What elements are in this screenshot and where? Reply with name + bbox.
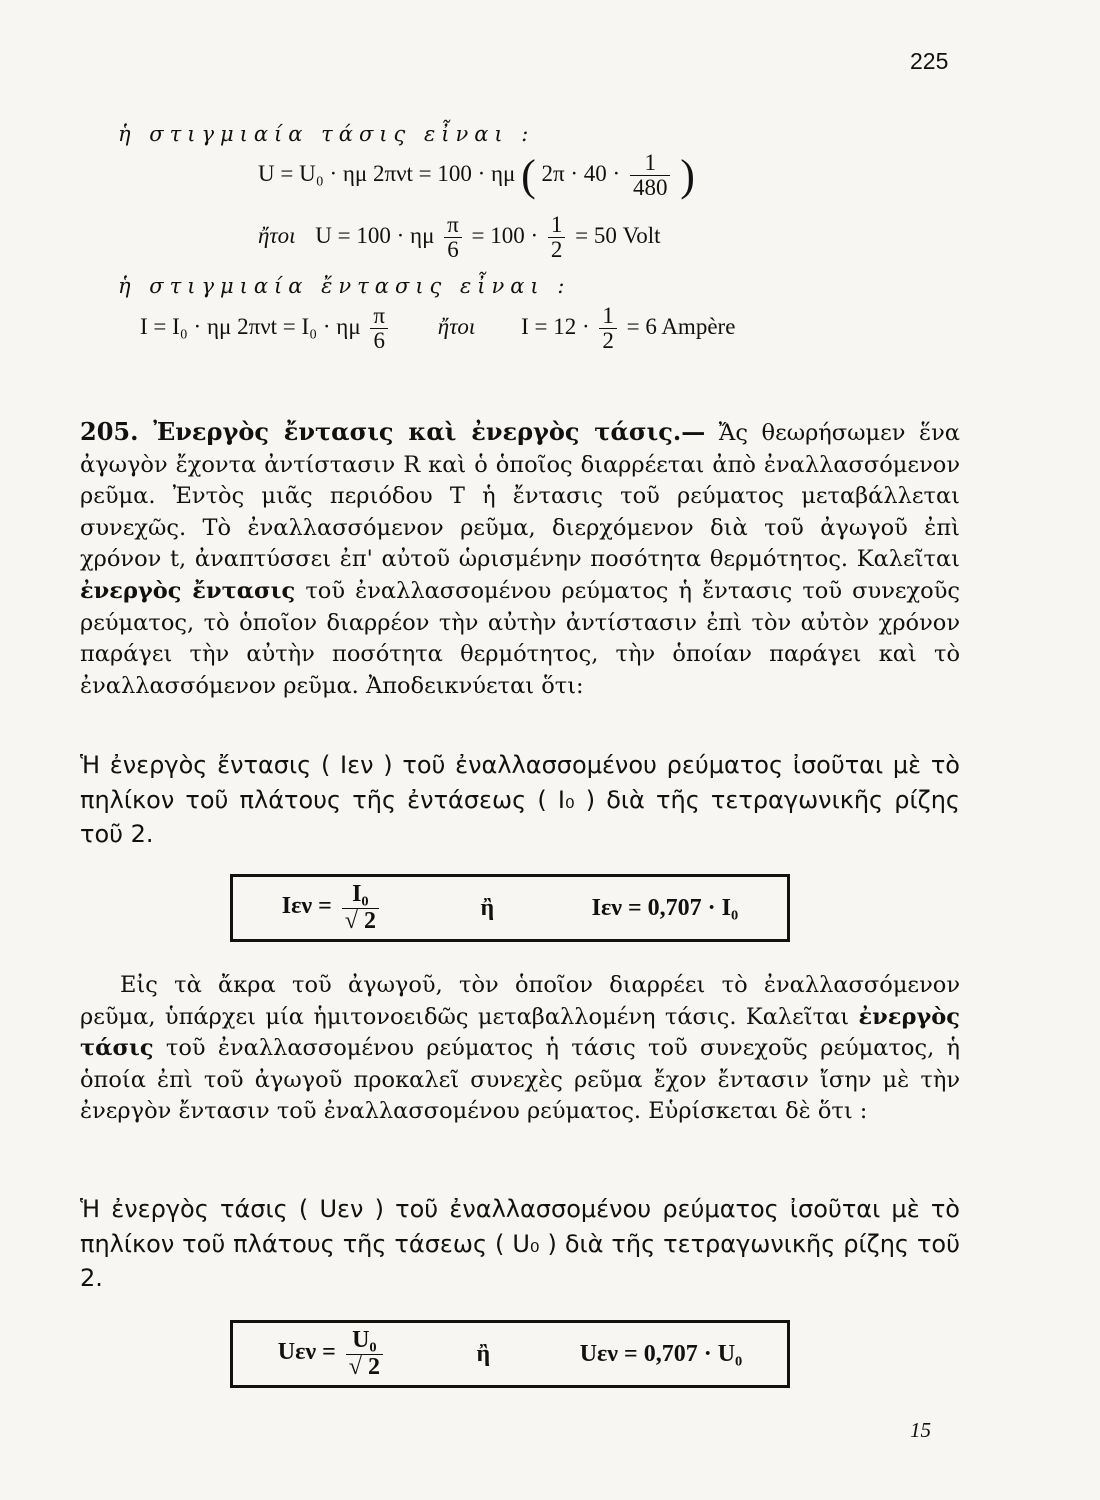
frac-den: 480	[632, 175, 668, 200]
voltage-label: ἡ στιγμιαία τάσις εἶναι :	[118, 122, 535, 146]
section-heading: 205. Ἐνεργὸς ἔντασις καὶ ἐνεργὸς τάσις.—	[80, 417, 706, 446]
current-eq-text: I = I₀ · ημ 2πνt = I₀ · ημ	[140, 313, 361, 339]
voltage-eq2-b: = 100 ·	[471, 222, 539, 248]
box1-formula-left	[282, 882, 383, 933]
fraction-1-2	[599, 304, 617, 353]
current-equation	[140, 304, 735, 353]
frac-num: 1	[630, 151, 671, 176]
box2-or: ἢ	[476, 1340, 491, 1367]
formula-box-voltage	[230, 1320, 790, 1388]
voltage-eq2-a: U = 100 · ημ	[315, 222, 435, 248]
box2-rhs: Uεν = 0,707 · U₀	[579, 1340, 743, 1367]
voltage-result: = 50 Volt	[575, 222, 661, 248]
box1-rhs: Iεν = 0,707 · I₀	[591, 894, 739, 921]
frac-den: 6	[447, 237, 459, 263]
frac-den: 2	[602, 328, 614, 354]
box1-num: I₀	[342, 882, 379, 908]
frac-den: 6	[373, 328, 385, 354]
current-label: ἡ στιγμιαία ἔντασις εἶναι :	[118, 274, 571, 298]
p2-bold-term: ἐνεργὸς τάσις	[80, 1003, 960, 1062]
section-paragraph-1	[80, 416, 960, 702]
signature-mark: 15	[910, 1418, 931, 1442]
fraction-1-2	[548, 213, 566, 262]
formula-box-current	[230, 874, 790, 942]
box1-or: ἢ	[480, 894, 495, 921]
current-result: = 6 Ampère	[626, 313, 736, 339]
box2-lhs: Uεν =	[277, 1339, 336, 1366]
voltage-inner: 2π · 40 ·	[541, 160, 621, 186]
p1-bold-term: ἐνεργὸς ἔντασις	[80, 577, 296, 604]
voltage-equation-2	[258, 213, 661, 262]
box2-fraction	[346, 1328, 383, 1379]
frac-num: π	[370, 304, 388, 329]
p2-text-a: Εἰς τὰ ἄκρα τοῦ ἀγωγοῦ, τὸν ὁποῖον διαρρέει τὸ ἐναλλασσόμενον ρεῦμα, ὑπάρχει μία ἡμιτονοειδῶς μεταβαλλομένη τάσις. Καλεῖται	[80, 972, 960, 1030]
voltage-equation-1	[258, 150, 695, 201]
box1-den: √ 2	[344, 907, 376, 934]
p1-text-a: Ἄς θεωρήσωμεν ἕνα ἀγωγὸν ἔχοντα ἀντίστασιν R καὶ ὁ ὁποῖος διαρρέεται ἀπὸ ἐναλλασσόμενον ρεῦμα. Ἐντὸς μιᾶς περιόδου T ἡ ἔντασις τοῦ ρεύματος μεταβάλλεται συνεχῶς. Τὸ ἐναλλασσόμενον ρεῦμα, διερχόμενον διὰ τοῦ ἀγωγοῦ ἐπὶ χρόνον t, ἀναπτύσσει ἐπ' αὐτοῦ ὡρισμένην ποσότητα θερμότητος. Καλεῖται	[80, 420, 961, 573]
page-number: 225	[910, 48, 949, 74]
open-paren: (	[521, 151, 536, 200]
box1-fraction	[342, 882, 379, 933]
close-paren: )	[680, 151, 695, 200]
rule-current: Ἡ ἐνεργὸς ἔντασις ( Iεν ) τοῦ ἐναλλασσομένου ρεύματος ἰσοῦται μὲ τὸ πηλίκον τοῦ πλάτους τῆς ἐντάσεως ( I₀ ) διὰ τῆς τετραγωνικῆς ρίζης τοῦ 2.	[80, 751, 960, 848]
current-eq2-a: I = 12 ·	[521, 313, 590, 339]
p1-text-b: τοῦ ἐναλλασσομένου ρεύματος ἡ ἔντασις τοῦ συνεχοῦς ρεύματος, τὸ ὁποῖον διαρρέον τὴν αὐτὴν ἀντίστασιν ἐπὶ τὸν αὐτὸν χρόνον παράγει τὴν αὐτὴν ποσότητα θερμότητος, τὴν ὁποίαν παράγει καὶ τὸ ἐναλλασσόμενον ρεῦμα. Ἀποδεικνύεται ὅτι:	[80, 577, 960, 699]
frac-den: 2	[550, 237, 563, 263]
hence-word: ἤτοι	[437, 313, 476, 339]
box2-num: U₀	[346, 1328, 383, 1354]
p2-text-b: τοῦ ἐναλλασσομένου ρεύματος ἡ τάσις τοῦ συνεχοῦς ρεύματος, ἡ ὁποία ἐπὶ τοῦ ἀγωγοῦ προκαλεῖ συνεχὲς ρεῦμα ἔχον ἔντασιν ἴσην μὲ τὴν ἐνεργὸν ἔντασιν τοῦ ἐναλλασσομένου ρεύματος. Εὑρίσκεται δὲ ὅτι :	[80, 1035, 960, 1125]
fraction-pi-6	[444, 213, 462, 262]
section-paragraph-2	[80, 970, 960, 1128]
frac-num: π	[444, 213, 462, 238]
frac-num: 1	[548, 213, 566, 238]
box1-lhs: Iεν =	[281, 893, 332, 920]
frac-num: 1	[599, 304, 617, 329]
hence-word: ἤτοι	[258, 222, 296, 248]
box2-den: √ 2	[348, 1353, 380, 1380]
fraction-1-480	[630, 151, 671, 200]
box2-formula-left	[278, 1328, 387, 1379]
voltage-eq-text: U = U₀ · ημ 2πνt = 100 · ημ	[258, 160, 516, 186]
fraction-pi-6	[370, 304, 388, 353]
rule-voltage: Ἡ ἐνεργὸς τάσις ( Uεν ) τοῦ ἐναλλασσομένου ρεύματος ἰσοῦται μὲ τὸ πηλίκον τοῦ πλάτους τῆς τάσεως ( U₀ ) διὰ τῆς τετραγωνικῆς ρίζης τοῦ 2.	[80, 1195, 960, 1292]
